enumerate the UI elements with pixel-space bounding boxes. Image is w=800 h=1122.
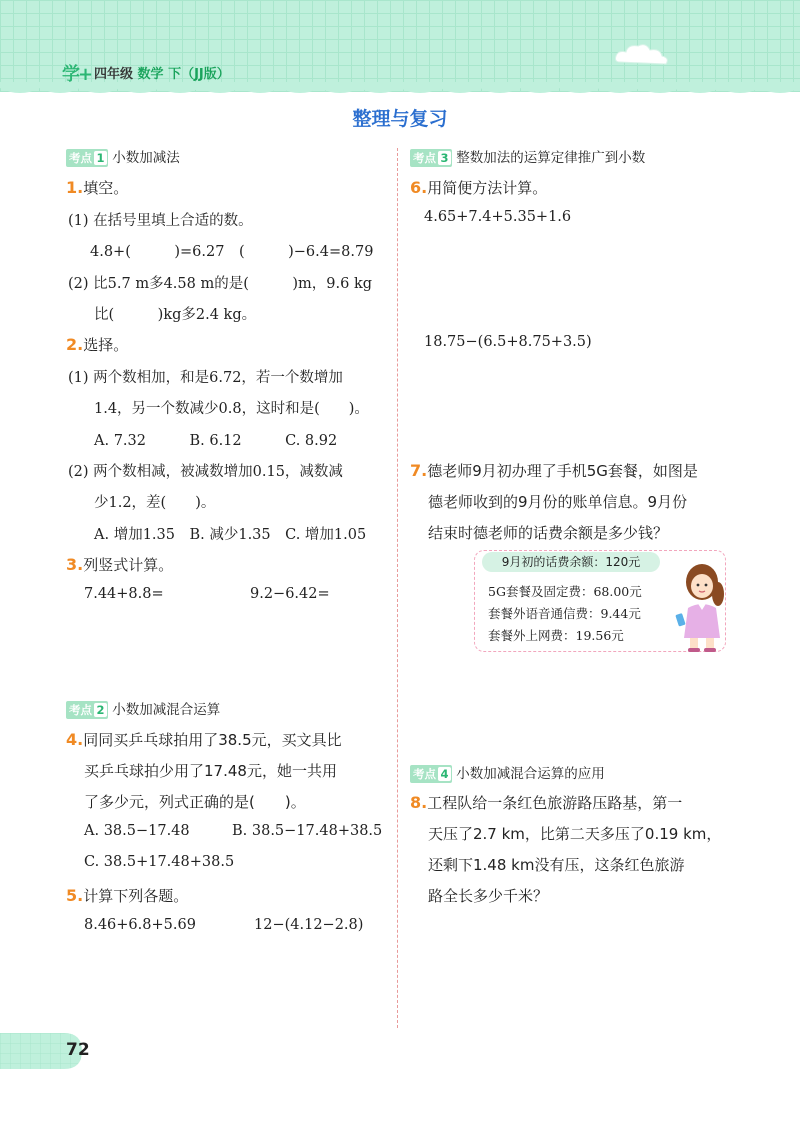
bill-title: 9月初的话费余额：120元: [482, 552, 660, 572]
q4-option-a: A. 38.5−17.48: [84, 823, 190, 839]
question-4-line-2: 买乒乓球拍少用了17.48元，她一共用: [84, 762, 337, 780]
section-title: 整数加法的运算定律推广到小数: [456, 150, 646, 166]
section-header-2: [66, 698, 220, 719]
question-7-line-1: 7.德老师9月初办理了手机5G套餐，如图是: [410, 461, 698, 480]
q3-expression-2: 9.2−6.42=: [250, 586, 330, 602]
question-title: 计算下列各题。: [83, 887, 189, 905]
question-number: 3.: [66, 555, 84, 574]
question-4-line-1: 4.同同买乒乓球拍用了38.5元，买文具比: [66, 730, 342, 749]
bill-line-2: 套餐外语音通信费：9.44元: [488, 606, 641, 621]
q5-expression-1: 8.46+6.8+5.69: [84, 917, 196, 933]
logo: 学+: [62, 64, 92, 85]
section-title: 小数加减混合运算的应用: [456, 766, 605, 782]
q2-part-2-line-2: 少1.2，差( )。: [94, 495, 216, 511]
page-number: 72: [66, 1040, 90, 1060]
q3-expression-1: 7.44+8.8=: [84, 586, 164, 602]
section-header-4: [410, 762, 605, 783]
q1-part-2-line-1: (2) 比5.7 m多4.58 m的是( )m，9.6 kg: [68, 276, 373, 292]
question-title: 选择。: [83, 336, 129, 354]
q2-part-2-options: A. 增加1.35 B. 减少1.35 C. 增加1.05: [94, 527, 367, 543]
question-number: 7.: [410, 461, 428, 480]
question-8-line-4: 路全长多少千米？: [428, 887, 549, 905]
question-number: 4.: [66, 730, 84, 749]
q6-expression-1: 4.65+7.4+5.35+1.6: [424, 209, 572, 225]
teacher-illustration-icon: [668, 560, 732, 652]
question-6-heading: [410, 177, 547, 198]
q4-option-b: B. 38.5−17.48+38.5: [232, 823, 383, 839]
question-5-heading: [66, 885, 188, 906]
cloud-icon: [612, 40, 672, 70]
question-number: 8.: [410, 793, 428, 812]
question-title: 列竖式计算。: [83, 556, 174, 574]
q2-part-2-line-1: (2) 两个数相减，被减数增加0.15，减数减: [68, 464, 343, 480]
section-tag: 考点 1: [66, 149, 108, 167]
header-wave-edge: [0, 82, 800, 102]
edition-label: 下（JJ版）: [168, 67, 230, 82]
q6-expression-2: 18.75−(6.5+8.75+3.5): [424, 334, 592, 350]
section-tag: 考点 4: [410, 765, 452, 783]
q1-part-1-blanks: 4.8+( )=6.27 ( )−6.4=8.79: [90, 244, 374, 260]
question-number: 1.: [66, 178, 84, 197]
section-tag: 考点 3: [410, 149, 452, 167]
section-tag: 考点 2: [66, 701, 108, 719]
column-divider: [397, 148, 398, 1028]
subject-label: 数学: [137, 67, 164, 82]
question-3-heading: [66, 554, 173, 575]
q2-part-1-line-2: 1.4，另一个数减少0.8，这时和是( )。: [94, 401, 369, 417]
q1-part-2-line-2: 比( )kg多2.4 kg。: [94, 307, 257, 323]
page-title: 整理与复习: [352, 108, 448, 130]
question-8-line-3: 还剩下1.48 km没有压，这条红色旅游: [428, 856, 685, 874]
question-8-line-2: 天压了2.7 km，比第二天多压了0.19 km，: [428, 825, 722, 843]
question-7-line-2: 德老师收到的9月份的账单信息。9月份: [428, 493, 688, 511]
question-title: 填空。: [83, 179, 129, 197]
question-number: 6.: [410, 178, 428, 197]
section-title: 小数加减法: [112, 150, 180, 166]
question-1-heading: [66, 177, 128, 198]
bill-line-3: 套餐外上网费：19.56元: [488, 628, 624, 643]
bill-line-1: 5G套餐及固定费：68.00元: [488, 584, 642, 599]
q1-part-1: (1) 在括号里填上合适的数。: [68, 213, 253, 229]
q2-part-1-options: A. 7.32 B. 6.12 C. 8.92: [94, 433, 338, 449]
q5-expression-2: 12−(4.12−2.8): [254, 917, 364, 933]
section-header-1: [66, 146, 180, 167]
book-info: [94, 63, 230, 82]
question-4-line-3: 了多少元，列式正确的是( )。: [84, 793, 306, 811]
q4-option-c: C. 38.5+17.48+38.5: [84, 854, 235, 870]
section-title: 小数加减混合运算: [112, 702, 221, 718]
question-2-heading: [66, 334, 128, 355]
section-header-3: [410, 146, 645, 167]
question-number: 2.: [66, 335, 84, 354]
q2-part-1-line-1: (1) 两个数相加，和是6.72，若一个数增加: [68, 370, 343, 386]
question-8-line-1: 8.工程队给一条红色旅游路压路基，第一: [410, 793, 683, 812]
question-title: 用简便方法计算。: [427, 179, 548, 197]
question-7-line-3: 结束时德老师的话费余额是多少钱？: [428, 524, 669, 542]
grade-label: 四年级: [94, 67, 134, 82]
question-number: 5.: [66, 886, 84, 905]
